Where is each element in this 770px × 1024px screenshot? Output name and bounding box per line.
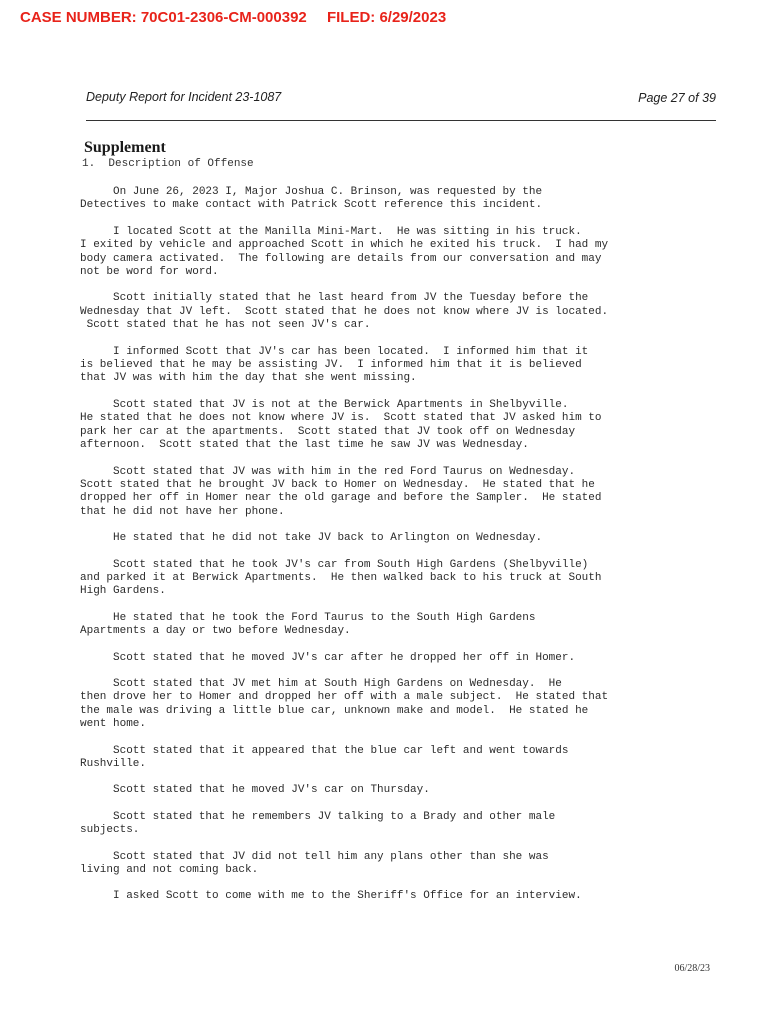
paragraph: Scott stated that it appeared that the blue car left and went towards Rushville. [80, 744, 569, 770]
paragraph: Scott stated that he moved JV's car on Thursday. [80, 784, 430, 797]
paragraph: Scott stated that he remembers JV talking to a Brady and other male subjects. [80, 810, 556, 837]
subsection-heading: 1. Description of Offense [82, 158, 254, 170]
paragraph: Scott stated that JV was with him in the red Ford Taurus on Wednesday. Scott stated that he brought JV back to Homer on Wednesday. He stated that he dropped her off in Homer near the old garage and before the Sampler. He stated that he did not have her phone. [80, 465, 602, 518]
footer-date: 06/28/23 [674, 963, 710, 974]
paragraph: He stated that he did not take JV back to Arlington on Wednesday. [80, 532, 543, 545]
paragraph: He stated that he took the Ford Taurus to the South High Gardens Apartments a day or two before Wednesday. [80, 611, 536, 638]
report-title: Deputy Report for Incident 23-1087 [86, 90, 282, 104]
paragraph: Scott stated that he moved JV's car after he dropped her off in Homer. [80, 651, 576, 664]
filed-date: FILED: 6/29/2023 [326, 9, 447, 26]
paragraph: On June 26, 2023 I, Major Joshua C. Brinson, was requested by the Detectives to make contact with Patrick Scott reference this incident. [80, 186, 543, 212]
section-title: Supplement [84, 139, 166, 156]
paragraph: Scott stated that JV is not at the Berwick Apartments in Shelbyville. He stated that he does not know where JV is. Scott stated that JV asked him to park her car at the apartments. Scott stated that JV took off on Wednesday afternoon. Scott stated that the last time he saw JV was Wednesday. [80, 398, 602, 452]
paragraph: Scott stated that JV did not tell him any plans other than she was living and not coming back. [80, 850, 549, 877]
page-number: Page 27 of 39 [638, 91, 716, 105]
paragraph: I located Scott at the Manilla Mini-Mart. He was sitting in his truck. I exited by vehicle and approached Scott in which he exited his truck. I had my body camera activated. The following are details from our conversation and may not be word for word. [80, 225, 609, 279]
header-divider [86, 120, 716, 121]
paragraph: I asked Scott to come with me to the Sheriff's Office for an interview. [80, 890, 582, 903]
paragraph: Scott stated that he took JV's car from South High Gardens (Shelbyville) and parked it at Berwick Apartments. He then walked back to his truck at South High Gardens. [80, 558, 602, 598]
paragraph: I informed Scott that JV's car has been located. I informed him that it is believed that he may be assisting JV. I informed him that it is believed that JV was with him the day that she went missing. [80, 345, 589, 385]
case-banner [20, 9, 446, 26]
paragraph: Scott stated that JV met him at South High Gardens on Wednesday. He then drove her to Homer and dropped her off with a male subject. He stated that the male was driving a little blue car, unknown make and model. He stated he went home. [80, 677, 609, 731]
case-number: CASE NUMBER: 70C01-2306-CM-000392 [20, 9, 307, 26]
report-body [80, 186, 640, 917]
paragraph: Scott initially stated that he last heard from JV the Tuesday before the Wednesday that JV left. Scott stated that he does not know where JV is located. Scott stated that he has not seen JV's car. [80, 292, 609, 332]
